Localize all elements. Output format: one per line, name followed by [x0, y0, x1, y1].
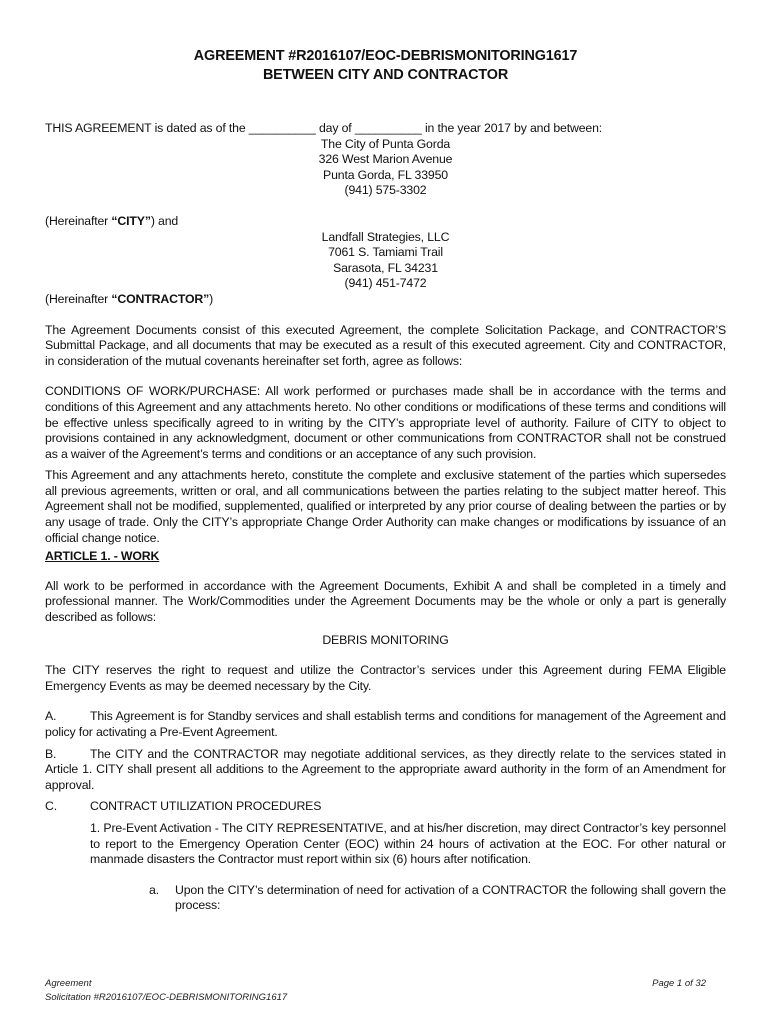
- document-body: [45, 47, 726, 914]
- pre-event-activation-paragraph: 1. Pre-Event Activation - The CITY REPRESENTATIVE, and at his/her discretion, may direct Contractor’s key personnel to report to the Emergency Operation Center (EOC) within 24 hours of activation at the EOC. For other natural or manmade disasters the Contractor must report within six (6) hours after notification.: [90, 820, 726, 867]
- page-number: Page 1 of 32: [652, 978, 706, 989]
- article-1-work-paragraph: All work to be performed in accordance with the Agreement Documents, Exhibit A and shall be completed in a timely and professional manner. The Work/Commodities under the Agreement Documents may be the whole or only a part is generally described as follows:: [45, 578, 726, 625]
- city-address-line: The City of Punta Gorda: [320, 136, 451, 151]
- city-ref-pre: (Hereinafter: [45, 213, 112, 228]
- city-ref-post: ) and: [150, 213, 179, 228]
- city-address-line: 326 West Marion Avenue: [318, 152, 453, 167]
- entire-agreement-paragraph: This Agreement and any attachments hereto, constitute the complete and exclusive statement of the parties which supersedes all previous agreements, written or oral, and all communications between the parties relating to the subject matter hereof. This Agreement shall not be modified, supplemented, qualified or interpreted by any prior course of dealing between the parties or by any usage of trade. Only the CITY’s appropriate Change Order Authority can make changes or modifications by issuance of an official change notice.: [45, 468, 726, 545]
- item-c: [45, 799, 726, 815]
- item-b: [45, 747, 726, 794]
- contractor-reference: [45, 292, 726, 308]
- contractor-address-line: Landfall Strategies, LLC: [321, 229, 450, 244]
- footer-solicitation: Solicitation #R2016107/EOC-DEBRISMONITORING1617: [45, 992, 288, 1003]
- article-1-heading: ARTICLE 1. - WORK: [45, 549, 160, 564]
- city-reserves-paragraph: The CITY reserves the right to request and utilize the Contractor’s services under this Agreement during FEMA Eligible Emergency Events as may be deemed necessary by the City.: [45, 663, 726, 693]
- item-b-label: B.: [45, 746, 57, 761]
- contractor-address-line: Sarasota, FL 34231: [333, 260, 438, 275]
- city-ref-term: “CITY”: [111, 213, 151, 228]
- page-footer: [45, 977, 706, 1005]
- agreement-documents-paragraph: The Agreement Documents consist of this executed Agreement, the complete Solicitation Package, and CONTRACTOR’S Submittal Package, and all documents that may be executed as a result of this executed agreement. City and CONTRACTOR, in consideration of the mutual covenants hereinafter set forth, agree as follows:: [45, 322, 726, 368]
- conditions-paragraph: CONDITIONS OF WORK/PURCHASE: All work performed or purchases made shall be in accordance with the terms and conditions of this Agreement and any attachments hereto. No other conditions or modifications of these terms and conditions will be effective unless specifically agreed to in writing by the CITY’s appropriate level of authority. Failure of CITY to object to provisions contained in any acknowledgment, document or other communications from CONTRACTOR shall not be construed as a waiver of the Agreement’s terms and conditions or an acceptance of any such provision.: [45, 384, 726, 461]
- agreement-subtitle: BETWEEN CITY AND CONTRACTOR: [262, 67, 509, 83]
- contractor-address-line: (941) 451-7472: [344, 276, 427, 291]
- contractor-address-block: [45, 230, 726, 292]
- contractor-ref-post: ): [209, 291, 214, 306]
- city-address-line: (941) 575-3302: [344, 183, 427, 198]
- contractor-ref-pre: (Hereinafter: [45, 291, 112, 306]
- city-address-line: Punta Gorda, FL 33950: [323, 167, 448, 182]
- item-b-text: The CITY and the CONTRACTOR may negotiate additional services, as they directly relate to the services stated in Article 1. CITY shall present all additions to the Agreement to the appropriate award authority in the form of an Amendment for approval.: [45, 746, 726, 792]
- contractor-ref-term: “CONTRACTOR”: [111, 291, 210, 306]
- city-reference: [45, 214, 726, 230]
- agreement-date-line: THIS AGREEMENT is dated as of the __________ day of __________ in the year 2017 by and between:: [45, 121, 603, 135]
- footer-doc-type: Agreement: [45, 978, 92, 989]
- item-a-text: This Agreement is for Standby services and shall establish terms and conditions for management of the Agreement and policy for activating a Pre-Event Agreement.: [45, 709, 726, 739]
- sub-item-a-text: Upon the CITY’s determination of need for activation of a CONTRACTOR the following shall govern the process:: [175, 882, 726, 913]
- sub-item-a-label: a.: [149, 882, 159, 897]
- item-c-label: C.: [45, 799, 57, 814]
- contractor-address-line: 7061 S. Tamiami Trail: [328, 245, 443, 260]
- agreement-title: AGREEMENT #R2016107/EOC-DEBRISMONITORING1617: [193, 48, 578, 64]
- item-c-text: CONTRACT UTILIZATION PROCEDURES: [90, 799, 322, 814]
- sub-item-a: [45, 883, 726, 914]
- work-subject: DEBRIS MONITORING: [322, 632, 449, 647]
- item-a-label: A.: [45, 709, 57, 724]
- city-address-block: [45, 137, 726, 199]
- item-a: [45, 709, 726, 740]
